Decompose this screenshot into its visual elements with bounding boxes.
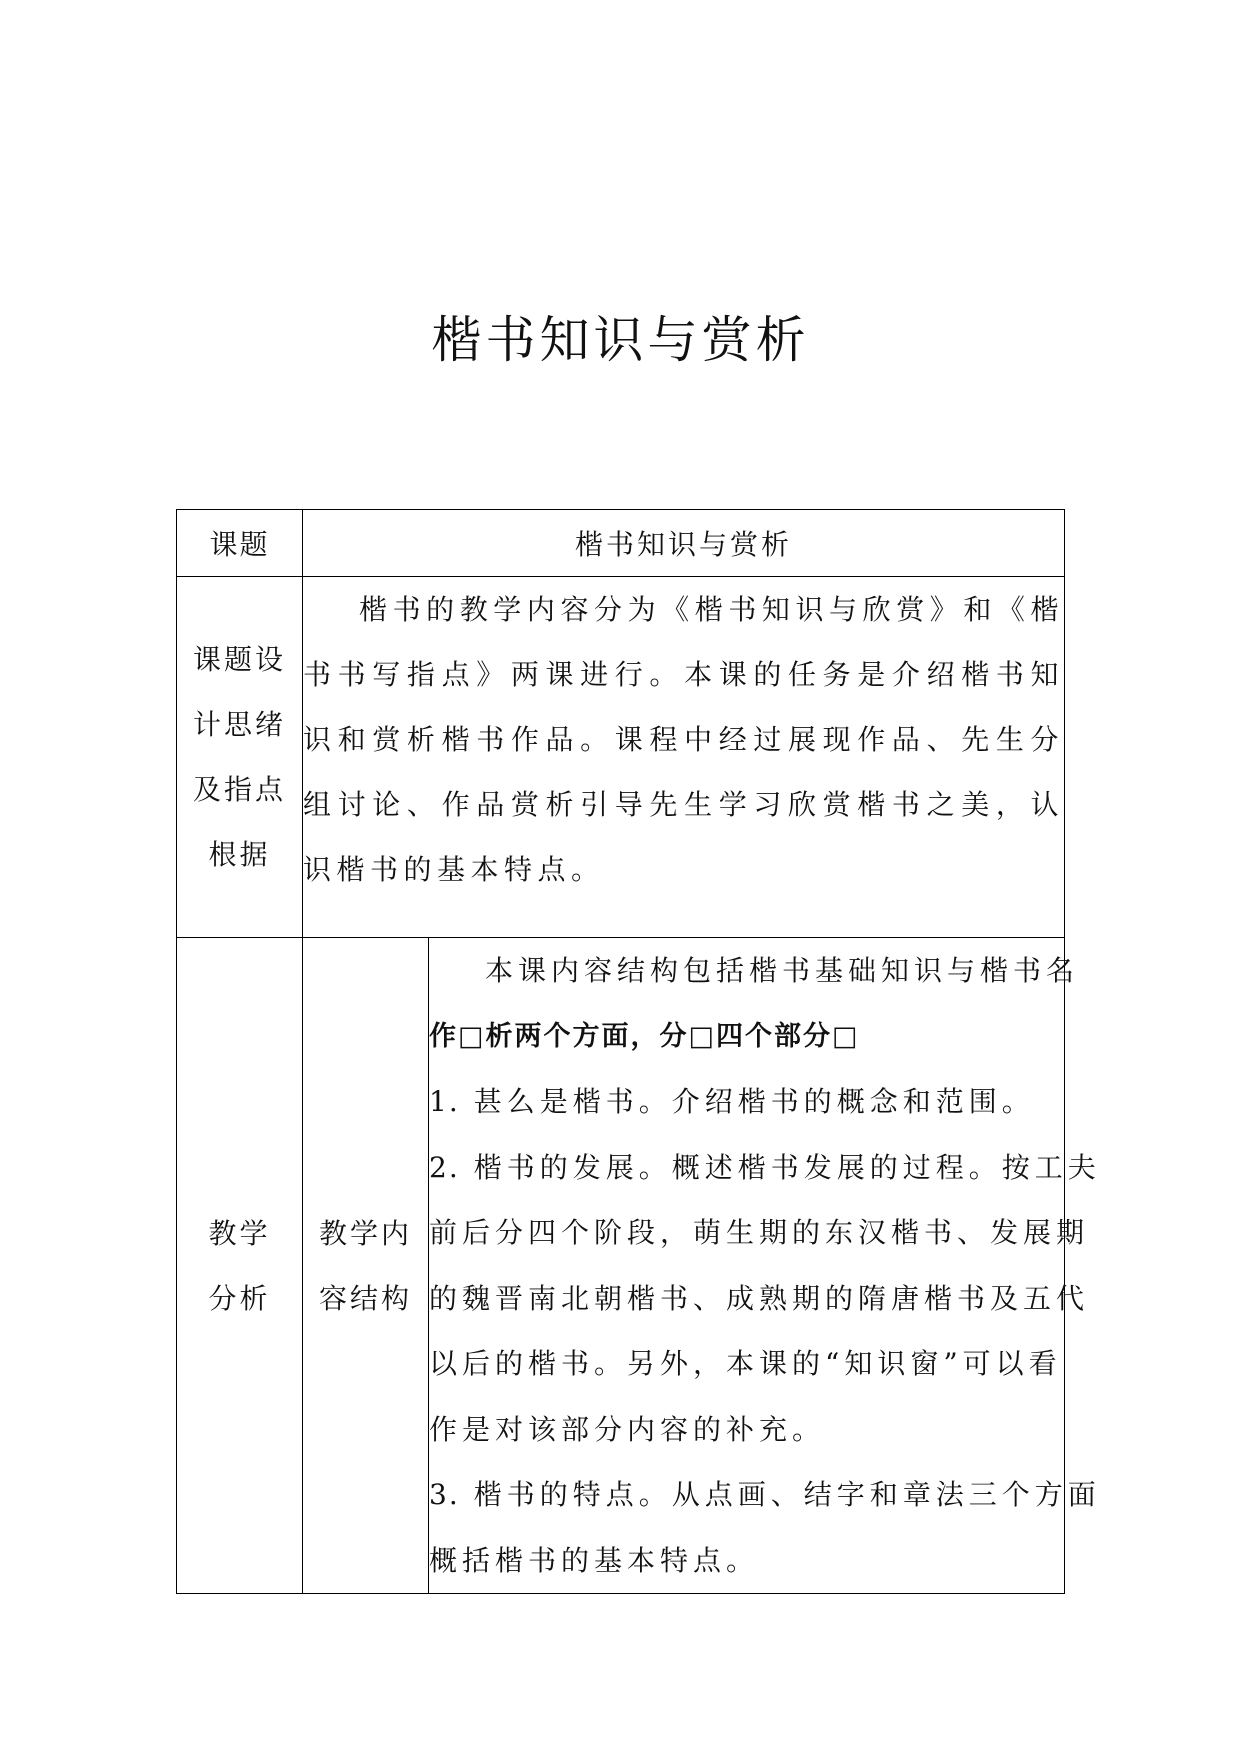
analysis-label-line: 分析 — [208, 1281, 271, 1315]
design-text: 楷书的教学内容分为《楷书知识与欣赏》和《楷书书写指点》两课进行。本课的任务是介绍楷书知识和赏析楷书作品。课程中经过展现作品、先生分组讨论、作品赏析引导先生学习欣赏楷书之美，认识楷书的基本特点。 — [303, 593, 1065, 886]
content-structure-text — [429, 938, 1101, 1594]
design-label-line: 课题设 — [192, 643, 286, 676]
design-text-cell — [303, 577, 1065, 938]
list-item-1 — [429, 1069, 1064, 1135]
topic-label: 课题 — [177, 510, 303, 577]
design-label-line: 计思绪 — [192, 708, 286, 741]
list-item-text: 楷书的特点。从点画、结字和章法三个方面 — [473, 1478, 1101, 1511]
list-item-2 — [429, 1135, 1101, 1201]
list-item-text: 以后的楷书。另外，本课的“知识窗”可以看 — [429, 1347, 1062, 1380]
list-item-text: 概括楷书的基本特点。 — [429, 1543, 760, 1577]
list-item-text: 的魏晋南北朝楷书、成熟期的隋唐楷书及五代 — [429, 1281, 1090, 1315]
design-label-line: 根据 — [208, 838, 271, 871]
intro-line-bold: 作□析两个方面，分□四个部分□ — [429, 1020, 860, 1052]
topic-value: 楷书知识与赏析 — [303, 510, 1065, 577]
list-number: 2. — [429, 1150, 460, 1184]
lesson-plan-table — [176, 509, 1101, 1594]
analysis-label — [177, 938, 303, 1594]
content-structure-label-line: 教学内 — [318, 1216, 412, 1250]
table-row-analysis — [177, 938, 1065, 1594]
list-item-text: 甚么是楷书。介绍楷书的概念和范围。 — [473, 1085, 1035, 1118]
list-item-3 — [429, 1462, 1101, 1528]
document-title: 楷书知识与赏析 — [431, 311, 810, 369]
content-structure-label-line: 容结构 — [318, 1281, 412, 1315]
analysis-label-line: 教学 — [208, 1216, 271, 1250]
list-item-text: 作是对该部分内容的补充。 — [429, 1412, 826, 1446]
list-number: 3. — [429, 1478, 460, 1511]
list-item-text: 前后分四个阶段，萌生期的东汉楷书、发展期 — [429, 1216, 1090, 1249]
design-label-line: 及指点 — [192, 773, 286, 806]
table-row-design — [177, 577, 1065, 938]
design-label — [177, 577, 303, 938]
list-number: 1. — [429, 1085, 460, 1118]
content-structure-label — [303, 938, 429, 1594]
intro-line: 本课内容结构包括楷书基础知识与楷书名 — [485, 954, 1080, 987]
list-item-text: 楷书的发展。概述楷书发展的过程。按工夫 — [473, 1150, 1101, 1184]
table-row-topic — [177, 510, 1065, 577]
